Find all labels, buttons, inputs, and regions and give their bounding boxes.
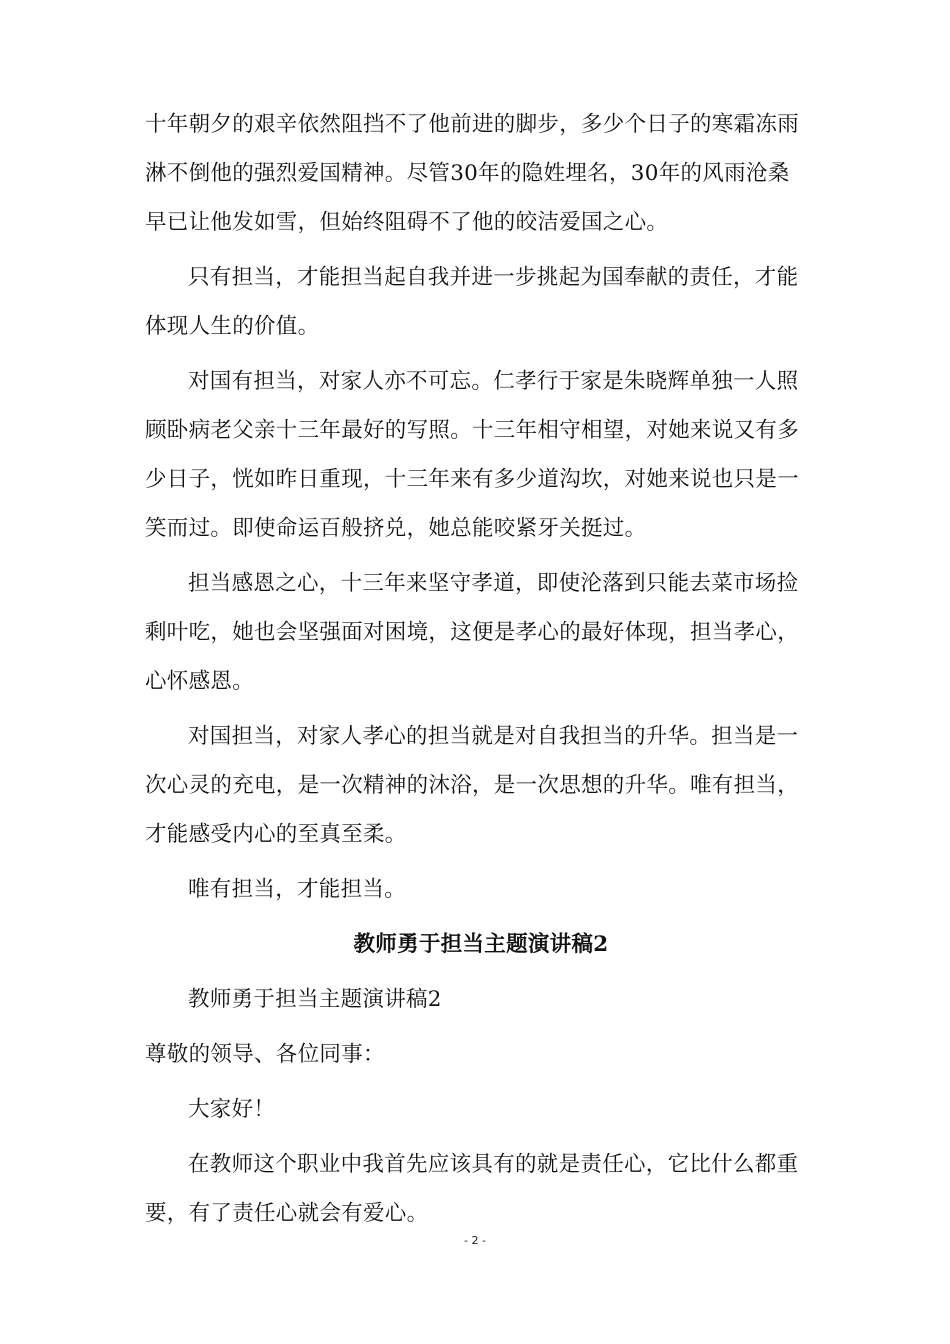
text-line: 担当感恩之心，十三年来坚守孝道，即使沦落到只能去菜市场捡 xyxy=(188,571,799,596)
text-line: 早已让他发如雪，但始终阻碍不了他的皎洁爱国之心。 xyxy=(145,210,669,235)
text-line: 对国担当，对家人孝心的担当就是对自我担当的升华。担当是一 xyxy=(188,724,799,749)
text-line: 唯有担当，才能担当。 xyxy=(188,877,407,902)
paragraph-1 xyxy=(145,100,817,247)
text-line: 心怀感恩。 xyxy=(145,669,255,694)
text-line: 剩叶吃，她也会坚强面对困境，这便是孝心的最好体现，担当孝心， xyxy=(145,620,800,645)
text-line: 淋不倒他的强烈爱国精神。尽管30年的隐姓埋名，30年的风雨沧桑 xyxy=(145,161,790,186)
paragraph-2 xyxy=(145,253,817,351)
subtitle-line: 教师勇于担当主题演讲稿2 xyxy=(188,987,442,1012)
paragraph-4 xyxy=(145,559,817,706)
text-line: 在教师这个职业中我首先应该具有的就是责任心，它比什么都重 xyxy=(188,1152,799,1177)
paragraph-5 xyxy=(145,712,817,859)
text-line: 对国有担当，对家人亦不可忘。仁孝行于家是朱晓辉单独一人照 xyxy=(188,369,799,394)
section-heading: 教师勇于担当主题演讲稿2 xyxy=(353,932,609,957)
text-line: 体现人生的价值。 xyxy=(145,314,320,339)
text-line: 次心灵的充电，是一次精神的沐浴，是一次思想的升华。唯有担当， xyxy=(145,773,800,798)
paragraph-7 xyxy=(145,1140,817,1238)
text-line: 十年朝夕的艰辛依然阻挡不了他前进的脚步，多少个日子的寒霜冻雨 xyxy=(145,112,800,137)
paragraph-6 xyxy=(145,865,817,914)
text-line: 笑而过。即使命运百般挤兑，她总能咬紧牙关挺过。 xyxy=(145,516,647,541)
text-line: 顾卧病老父亲十三年最好的写照。十三年相守相望，对她来说又有多 xyxy=(145,418,800,443)
greeting-line: 大家好！ xyxy=(188,1097,276,1122)
page-number: - 2 - xyxy=(464,1234,486,1247)
salutation-line: 尊敬的领导、各位同事： xyxy=(145,1042,385,1067)
text-line: 少日子，恍如昨日重现，十三年来有多少道沟坎，对她来说也只是一 xyxy=(145,467,800,492)
text-line: 只有担当，才能担当起自我并进一步挑起为国奉献的责任，才能 xyxy=(188,265,799,290)
document-page xyxy=(145,100,817,1238)
text-line: 要，有了责任心就会有爱心。 xyxy=(145,1201,429,1226)
text-line: 才能感受内心的至真至柔。 xyxy=(145,822,407,847)
paragraph-3 xyxy=(145,357,817,553)
